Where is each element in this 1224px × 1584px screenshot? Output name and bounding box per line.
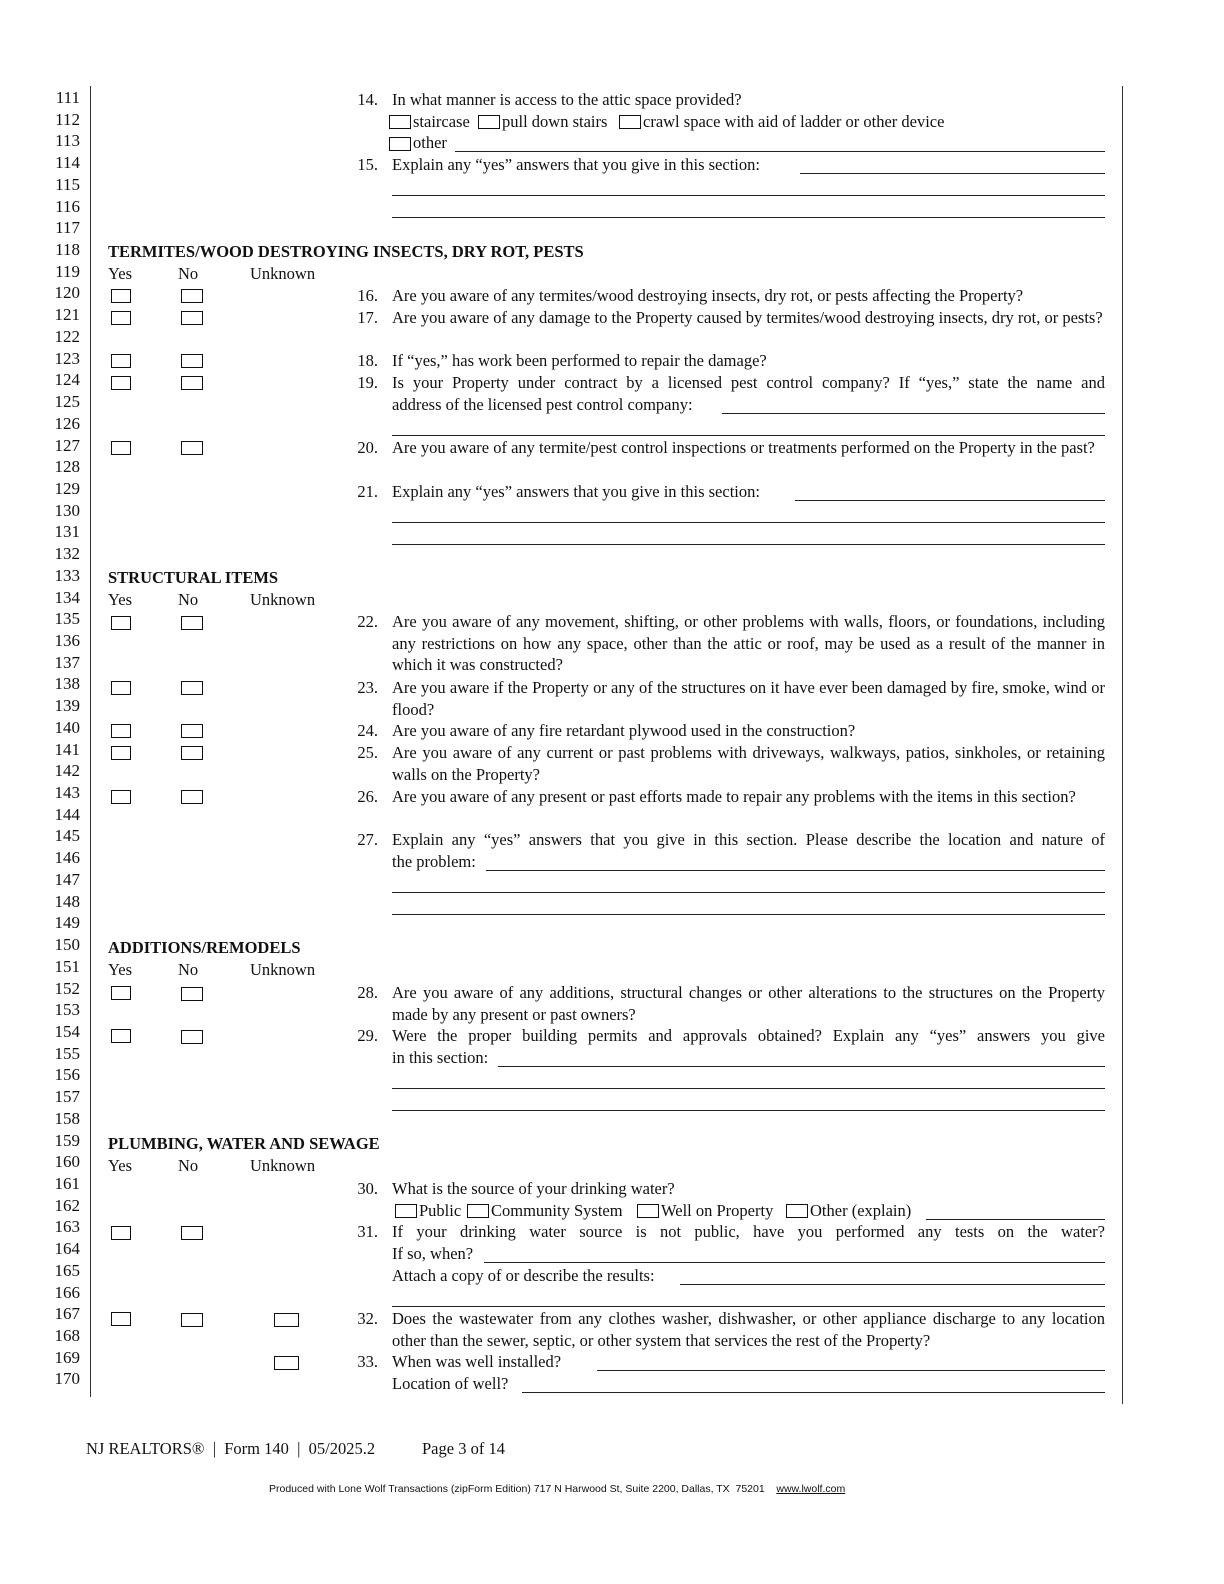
q19-text-cont: address of the licensed pest control company: [392,395,693,414]
q18-no-checkbox[interactable] [181,354,203,368]
q28-yes-checkbox[interactable] [111,986,131,1000]
line-number: 126 [54,413,80,433]
q32-yes-checkbox[interactable] [111,1312,131,1326]
q29-answer-line[interactable] [392,1110,1105,1111]
line-number: 136 [54,631,80,650]
q20-no-checkbox[interactable] [181,441,203,455]
q17-number: 17. [357,308,378,327]
q17-no-checkbox[interactable] [181,311,203,325]
q17-yes-checkbox[interactable] [111,311,131,325]
q30-well-label: Well on Property [661,1201,774,1220]
line-number: 151 [54,956,80,976]
col-unknown-label: Unknown [250,264,316,283]
line-number: 167 [54,1304,80,1324]
line-number: 157 [54,1087,80,1107]
q26-no-checkbox[interactable] [181,790,203,804]
line-number: 116 [55,196,80,216]
line-number: 144 [54,804,80,824]
q31-number: 31. [357,1222,378,1241]
q22-yes-checkbox[interactable] [111,616,131,630]
line-number: 123 [54,348,80,368]
q31-no-checkbox[interactable] [181,1226,203,1240]
q14-staircase-label: staircase [413,112,470,131]
q21-answer-field[interactable] [795,500,1105,501]
q23-text: Are you aware if the Property or any of the structures on it have ever been damaged by fire, smoke, wind or flood? [392,678,1105,719]
q30-other-label: Other (explain) [810,1201,912,1220]
q31-results-label: Attach a copy of or describe the results: [392,1266,655,1285]
section-structural-heading: STRUCTURAL ITEMS [108,568,279,587]
line-number: 160 [54,1152,80,1172]
q21-text: Explain any “yes” answers that you give in this section: [392,482,760,501]
q31-when-field[interactable] [484,1262,1105,1263]
col-unknown-label: Unknown [250,590,316,609]
producer-link[interactable]: www.lwolf.com [776,1483,846,1495]
q33-installed-field[interactable] [597,1370,1105,1371]
section-additions-heading: ADDITIONS/REMODELS [108,938,301,957]
q33-location-field[interactable] [522,1392,1105,1393]
q15-number: 15. [357,155,378,174]
line-number: 121 [54,305,80,325]
q28-number: 28. [357,983,378,1002]
q30-text: What is the source of your drinking water? [392,1179,675,1198]
q29-answer-line[interactable] [392,1088,1105,1089]
q23-number: 23. [357,678,378,697]
q20-yes-checkbox[interactable] [111,441,131,455]
q25-number: 25. [357,743,378,762]
line-number: 113 [55,131,80,151]
q18-number: 18. [357,351,378,370]
line-number: 169 [54,1347,80,1367]
line-number: 122 [54,326,80,346]
q27-answer-line[interactable] [392,892,1105,893]
line-number: 139 [54,696,80,716]
q26-text: Are you aware of any present or past efforts made to repair any problems with the items in this section? [392,787,1076,806]
line-number: 128 [54,457,80,477]
q29-number: 29. [357,1026,378,1045]
line-number: 131 [54,522,80,542]
line-number: 156 [54,1065,80,1085]
line-number: 166 [54,1282,80,1302]
line-number: 130 [54,500,80,520]
line-number: 164 [54,1239,80,1259]
q14-pulldown-label: pull down stairs [502,112,608,131]
line-number: 111 [55,88,80,107]
footer-page-number: Page 3 of 14 [422,1439,505,1458]
q14-pulldown-checkbox[interactable] [478,115,500,129]
section-plumbing-heading: PLUMBING, WATER AND SEWAGE [108,1134,380,1153]
line-number: 117 [55,218,80,238]
q20-number: 20. [357,438,378,457]
col-no-label: No [178,264,199,283]
q31-results-field[interactable] [680,1284,1105,1285]
q16-text: Are you aware of any termites/wood destroying insects, dry rot, or pests affecting the Property? [392,286,1024,305]
q30-number: 30. [357,1179,378,1198]
q29-text-cont: in this section: [392,1048,489,1067]
q21-answer-line[interactable] [392,544,1105,545]
q32-unknown-checkbox[interactable] [274,1313,299,1327]
line-number: 124 [54,370,80,390]
q30-well-checkbox[interactable] [637,1204,659,1218]
q19-yes-checkbox[interactable] [111,376,131,390]
q30-community-label: Community System [491,1201,623,1220]
q19-company-field[interactable] [722,413,1105,414]
q29-text: Were the proper building permits and approvals obtained? Explain any “yes” answers you give [392,1026,1105,1045]
q17-text: Are you aware of any damage to the Property caused by termites/wood destroying insects, dry rot, or pests? [392,308,1103,327]
q30-public-checkbox[interactable] [395,1204,417,1218]
q22-number: 22. [357,612,378,631]
col-unknown-label: Unknown [250,1156,316,1175]
q14-crawl-label: crawl space with aid of ladder or other device [643,112,945,131]
q21-answer-line[interactable] [392,522,1105,523]
section-termites-heading: TERMITES/WOOD DESTROYING INSECTS, DRY ROT, PESTS [108,242,584,261]
q30-other-field[interactable] [926,1219,1105,1220]
q25-text: Are you aware of any current or past problems with driveways, walkways, patios, sinkholes, or retaining walls on the Property? [392,743,1105,784]
q22-text: Are you aware of any movement, shifting, or other problems with walls, floors, or foundations, including any restrictions on how any space, other than the attic or roof, may be used as a result of the manner in which it was constructed? [392,612,1105,675]
line-number: 132 [54,544,80,564]
line-number: 168 [54,1326,80,1346]
col-no-label: No [178,1156,199,1175]
line-number: 155 [54,1043,80,1063]
q14-other-label: other [413,133,447,152]
line-number: 115 [55,174,80,194]
line-number: 114 [55,153,80,173]
left-margin-rule [90,86,91,1397]
line-number: 120 [54,283,80,303]
q19-answer-line[interactable] [392,435,1105,436]
col-no-label: No [178,590,199,609]
line-number: 134 [54,587,80,607]
q25-no-checkbox[interactable] [181,746,203,760]
q24-no-checkbox[interactable] [181,724,203,738]
line-number: 159 [54,1130,80,1150]
q33-location-label: Location of well? [392,1374,509,1393]
line-number: 163 [54,1217,80,1237]
q28-no-checkbox[interactable] [181,987,203,1001]
q23-no-checkbox[interactable] [181,681,203,695]
line-number: 143 [54,783,80,803]
q27-text-cont: the problem: [392,852,476,871]
q15-answer-field[interactable] [800,173,1105,174]
col-yes-label: Yes [108,590,133,609]
line-number: 146 [54,848,80,868]
col-unknown-label: Unknown [250,960,316,979]
q27-number: 27. [357,830,378,849]
q30-other-checkbox[interactable] [786,1204,808,1218]
producer-text: Produced with Lone Wolf Transactions (zipForm Edition) 717 N Harwood St, Suite 2200, Dallas, TX 75201 [269,1483,765,1495]
q29-yes-checkbox[interactable] [111,1029,131,1043]
line-number: 147 [54,869,80,889]
line-number: 112 [55,109,80,129]
line-number: 148 [54,891,80,911]
line-number: 135 [54,609,80,629]
line-number: 150 [54,935,80,955]
q14-other-checkbox[interactable] [389,137,411,151]
q30-public-label: Public [419,1201,462,1220]
line-number: 152 [54,978,80,998]
q16-no-checkbox[interactable] [181,289,203,303]
q26-number: 26. [357,787,378,806]
line-number: 161 [54,1174,80,1193]
line-number: 154 [54,1021,80,1041]
q23-yes-checkbox[interactable] [111,681,131,695]
line-number: 158 [54,1108,80,1128]
q31-yes-checkbox[interactable] [111,1226,131,1240]
q33-unknown-checkbox[interactable] [274,1356,299,1370]
q14-other-field[interactable] [455,151,1105,152]
q24-number: 24. [357,721,378,740]
line-number: 133 [54,565,80,585]
line-number: 145 [54,826,80,846]
line-number: 165 [54,1260,80,1280]
line-number: 125 [54,392,80,412]
q21-number: 21. [357,482,378,501]
q14-staircase-checkbox[interactable] [389,115,411,129]
q15-answer-line[interactable] [392,217,1105,218]
q14-text: In what manner is access to the attic space provided? [392,90,742,109]
line-number: 149 [54,913,80,933]
q26-yes-checkbox[interactable] [111,790,131,804]
col-yes-label: Yes [108,264,133,283]
line-number: 127 [54,435,80,455]
line-number: 119 [55,261,80,281]
q31-results-line[interactable] [392,1306,1105,1307]
q14-crawl-checkbox[interactable] [619,115,641,129]
line-number: 141 [54,739,80,759]
q25-yes-checkbox[interactable] [111,746,131,760]
col-yes-label: Yes [108,960,133,979]
line-number: 140 [54,717,80,737]
q31-when-label: If so, when? [392,1244,474,1263]
line-number: 170 [54,1369,80,1389]
col-no-label: No [178,960,199,979]
q29-answer-field[interactable] [498,1066,1105,1067]
q31-text: If your drinking water source is not public, have you performed any tests on the water? [392,1222,1105,1241]
q18-yes-checkbox[interactable] [111,354,131,368]
q19-text: Is your Property under contract by a licensed pest control company? If “yes,” state the name and [392,373,1105,392]
footer-form-info: NJ REALTORS® | Form 140 | 05/2025.2 [86,1439,376,1458]
line-number: 138 [54,674,80,694]
q29-no-checkbox[interactable] [181,1030,203,1044]
line-number: 118 [55,240,80,260]
q27-answer-line[interactable] [392,914,1105,915]
producer-line [269,1483,845,1495]
q22-no-checkbox[interactable] [181,616,203,630]
line-number: 142 [54,761,80,781]
q33-text: When was well installed? [392,1352,562,1371]
col-yes-label: Yes [108,1156,133,1175]
q27-answer-field[interactable] [486,870,1105,871]
line-number: 129 [54,478,80,498]
q19-no-checkbox[interactable] [181,376,203,390]
line-number: 162 [54,1195,80,1215]
q18-text: If “yes,” has work been performed to repair the damage? [392,351,767,370]
q27-text: Explain any “yes” answers that you give in this section. Please describe the location and nature of [392,830,1105,849]
q30-community-checkbox[interactable] [467,1204,489,1218]
q33-number: 33. [357,1352,378,1371]
q16-yes-checkbox[interactable] [111,289,131,303]
q14-number: 14. [357,90,378,109]
q32-no-checkbox[interactable] [181,1313,203,1327]
q28-text: Are you aware of any additions, structural changes or other alterations to the structures on the Property made by any present or past owners? [392,983,1105,1024]
q15-text: Explain any “yes” answers that you give in this section: [392,155,760,174]
q20-text: Are you aware of any termite/pest control inspections or treatments performed on the Property in the past? [392,438,1095,457]
right-margin-rule [1122,86,1123,1404]
q15-answer-line[interactable] [392,195,1105,196]
line-number: 137 [54,652,80,672]
q32-number: 32. [357,1309,378,1328]
q24-text: Are you aware of any fire retardant plywood used in the construction? [392,721,856,740]
q16-number: 16. [357,286,378,305]
line-number: 153 [54,1000,80,1020]
q19-number: 19. [357,373,378,392]
q24-yes-checkbox[interactable] [111,724,131,738]
q32-text: Does the wastewater from any clothes washer, dishwasher, or other appliance discharge to any location other than the sewer, septic, or other system that services the rest of the Property? [392,1309,1105,1350]
